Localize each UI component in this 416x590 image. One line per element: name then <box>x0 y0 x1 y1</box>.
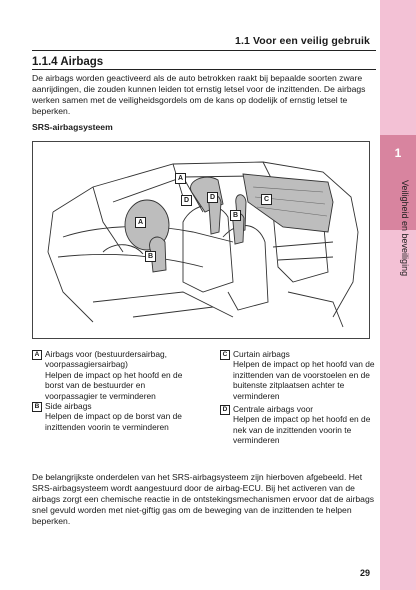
legend-a-desc-1: Helpen de impact op het hoofd en de <box>45 369 183 380</box>
legend-a-desc-3: voorpassagier te verminderen <box>45 390 156 401</box>
legend-d-title: Centrale airbags voor <box>233 404 314 414</box>
airbag-diagram <box>32 141 370 339</box>
legend-letter-c: C <box>220 350 230 360</box>
callout-a-driver: A <box>135 217 146 228</box>
legend-c-title: Curtain airbags <box>233 349 290 359</box>
callout-b-passenger: B <box>230 210 241 221</box>
callout-b-driver: B <box>145 251 156 262</box>
legend-d-desc-1: Helpen de impact op het hoofd en de <box>233 414 371 425</box>
callout-c-curtain: C <box>261 194 272 205</box>
chapter-number: 1 <box>394 146 402 160</box>
legend-letter-d: D <box>220 405 230 415</box>
legend-d-desc-3: verminderen <box>233 435 280 446</box>
legend-c-desc-4: verminderen <box>233 390 280 401</box>
header-divider <box>32 50 376 51</box>
legend-item-d <box>220 404 376 450</box>
legend-letter-b: B <box>32 402 42 412</box>
legend-letter-a: A <box>32 350 42 360</box>
summary-paragraph: De belangrijkste onderdelen van het SRS-airbagsysteem zijn hierboven afgebeeld. Het SRS-airbagsysteem wordt aangestuurd door de airbag-ECU. Bij het activeren van de airbags zorgt een chemische reactie in de ontstekingsmechanismen ervoor dat de airbags snel gevuld worden met niet-giftig gas om de beweging van de inzittenden te helpen beperken. <box>32 472 375 526</box>
intro-paragraph: De airbags worden geactiveerd als de auto betrokken raakt bij bepaalde soorten zware aanrijdingen, die zouden kunnen leiden tot ernstig letsel voor de inzittenden. De airbags werken samen met de veiligheidsgordels om de kans op dodelijk of ernstig letsel te beperken. <box>32 73 366 116</box>
legend-c-desc-3: buitenste zitplaatsen achter te <box>233 380 345 391</box>
legend-b-desc-2: inzittenden voorin te verminderen <box>45 421 169 432</box>
legend-item-b <box>32 401 202 437</box>
car-interior-illustration <box>33 142 369 338</box>
header-title: 1.1 Voor een veilig gebruik <box>235 35 370 47</box>
subheading: SRS-airbagsysteem <box>32 122 113 132</box>
legend-a-title: Airbags voor (bestuurdersairbag, <box>45 349 167 359</box>
legend-c-desc-2: inzittenden van de voorstoelen en de <box>233 369 370 380</box>
legend-b-title: Side airbags <box>45 401 92 411</box>
page-number: 29 <box>359 568 370 578</box>
chapter-label: Veiligheid en beveiliging <box>400 180 410 277</box>
legend-c-desc-1: Helpen de impact op het hoofd van de <box>233 359 375 370</box>
section-title: 1.1.4 Airbags <box>32 56 104 68</box>
callout-a-passenger: A <box>175 173 186 184</box>
legend-a-title-cont: voorpassagiersairbag) <box>45 359 128 370</box>
legend-b-desc-1: Helpen de impact op de borst van de <box>45 411 182 422</box>
callout-d-left: D <box>181 195 192 206</box>
callout-d-right: D <box>207 192 218 203</box>
legend-item-c <box>220 349 376 405</box>
legend-a-desc-2: borst van de bestuurder en <box>45 380 146 391</box>
legend-d-desc-2: nek van de inzittenden voorin te <box>233 424 352 435</box>
section-divider <box>32 69 376 70</box>
